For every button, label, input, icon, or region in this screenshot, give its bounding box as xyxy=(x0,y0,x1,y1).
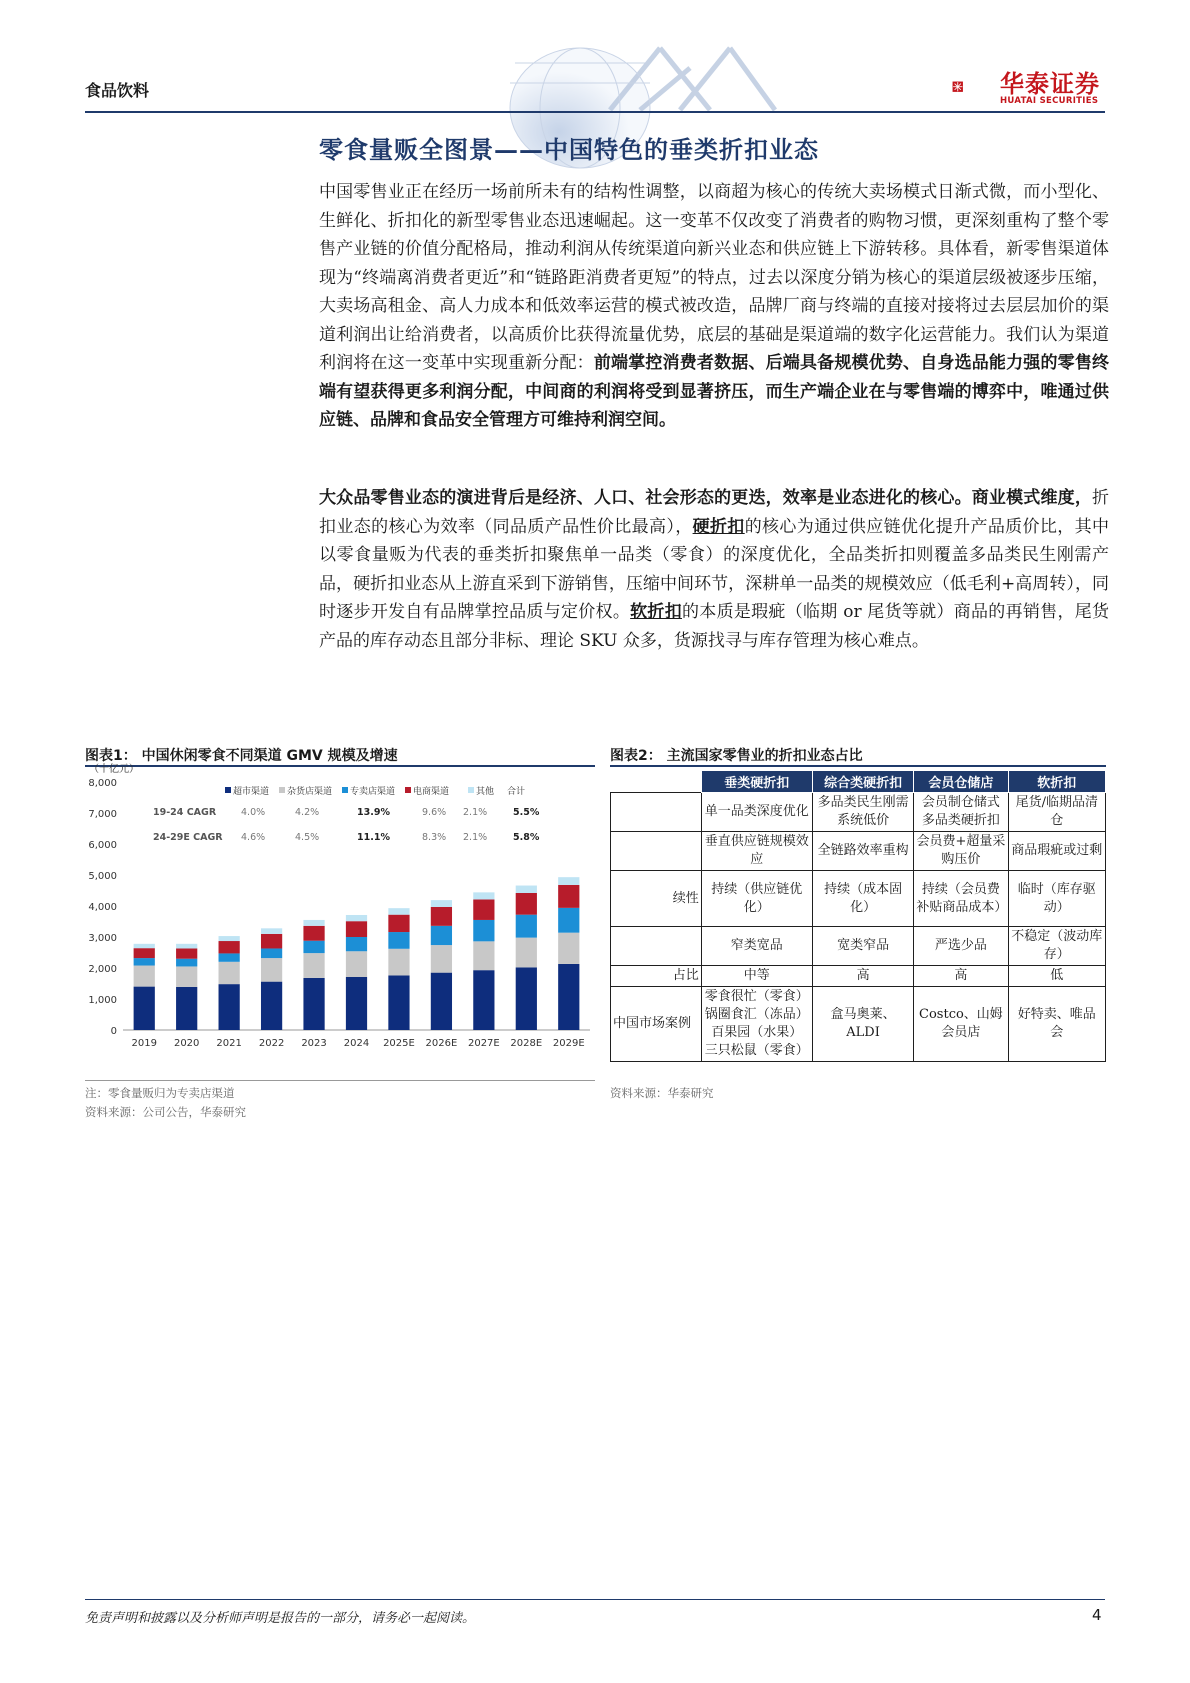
discount-format-table xyxy=(610,770,1106,1062)
bar-segment xyxy=(261,928,282,934)
table-cell: 会员费+超量采购压价 xyxy=(914,832,1008,871)
table-corner xyxy=(611,771,702,793)
bar-segment xyxy=(346,951,367,977)
figure-2-title: 图表2： 主流国家零售业的折扣业态占比 xyxy=(610,748,863,764)
cagr-row-label: 19-24 CAGR xyxy=(153,807,217,818)
table-cell: 好特卖、唯品 会 xyxy=(1008,987,1105,1062)
legend-swatch xyxy=(342,787,348,793)
y-tick-label: 7,000 xyxy=(88,809,117,820)
bar-segment xyxy=(261,982,282,1030)
cagr-value: 9.6% xyxy=(422,807,447,818)
table-row xyxy=(611,987,1106,1062)
y-tick-label: 6,000 xyxy=(88,840,117,851)
cagr-value: 13.9% xyxy=(357,807,390,818)
bar-segment xyxy=(134,987,155,1030)
y-tick-label: 8,000 xyxy=(88,778,117,789)
bar-segment xyxy=(303,920,324,926)
legend-swatch xyxy=(468,787,474,793)
cagr-value: 4.5% xyxy=(295,832,320,843)
table-cell: 临时（库存驱动） xyxy=(1008,871,1105,927)
hard-discount-term: 硬折扣 xyxy=(692,516,745,537)
bar-segment xyxy=(261,948,282,958)
bar-segment xyxy=(303,941,324,953)
bar-segment xyxy=(516,886,537,893)
table-cell: 盒马奥莱、 ALDI xyxy=(812,987,913,1062)
row-label: 中国市场案例 xyxy=(611,987,702,1062)
cagr-value: 5.8% xyxy=(513,832,540,843)
bar-segment xyxy=(388,975,409,1030)
bar-segment xyxy=(558,885,579,908)
y-tick-label: 2,000 xyxy=(88,964,117,975)
huatai-logo-icon xyxy=(952,64,998,110)
col-header: 软折扣 xyxy=(1008,771,1105,793)
paragraph-1-text: 中国零售业正在经历一场前所未有的结构性调整，以商超为核心的传统大卖场模式日渐式微，而小型化、生鲜化、折扣化的新型零售业态迅速崛起。这一变革不仅改变了消费者的购物习惯，更深刻重构了整个零售产业链的价值分配格局，推动利润从传统渠道向新兴业态和供应链上下游转移。具体看，新零售渠道体现为“终端离消费者更近”和“链路距消费者更短”的特点，过去以深度分销为核心的渠道层级被逐步压缩，大卖场高租金、高人力成本和低效率运营的模式被改造，品牌厂商与终端的直接对接将过去层层加价的渠道利润出让给消费者，以高质价比获得流量优势，底层的基础是渠道端的数字化运营能力。我们认为渠道利润将在这一变革中实现重新分配： xyxy=(319,182,1109,373)
bar-segment xyxy=(346,977,367,1030)
bar-segment xyxy=(176,944,197,949)
bar-segment xyxy=(558,933,579,964)
bar-segment xyxy=(431,973,452,1030)
header-decoration xyxy=(460,38,780,110)
bar-segment xyxy=(473,941,494,970)
table-cell: 不稳定（波动库存） xyxy=(1008,927,1105,966)
cagr-row-label: 24-29E CAGR xyxy=(153,832,223,843)
bar-segment xyxy=(303,978,324,1030)
table-cell: 尾货/临期品清仓 xyxy=(1008,793,1105,832)
legend-total-label: 合计 xyxy=(507,787,526,797)
section-label: 食品饮料 xyxy=(85,81,150,100)
figure-1-rule xyxy=(85,765,595,767)
x-tick-label: 2026E xyxy=(425,1038,458,1049)
bar-segment xyxy=(431,900,452,907)
bar-segment xyxy=(261,958,282,982)
x-tick-label: 2019 xyxy=(131,1038,157,1049)
table-header-row xyxy=(611,771,1106,793)
legend-swatch xyxy=(279,787,285,793)
paragraph-1-bold: 前端掌控消费者数据、后端具备规模优势、自身选品能力强的零售终端有望获得更多利润分配，中间商的利润将受到显著挤压，而生产端企业在与零售端的博弈中，唯通过供应链、品牌和食品安全管理方可维持利润空间。 xyxy=(319,353,1109,430)
table-cell: 低 xyxy=(1008,966,1105,987)
header-rule xyxy=(85,111,1105,113)
figure-1-bottom-rule xyxy=(85,1080,595,1081)
bar-segment xyxy=(516,938,537,968)
table-cell: 严选少品 xyxy=(914,927,1008,966)
x-tick-label: 2027E xyxy=(467,1038,500,1049)
legend-swatch xyxy=(405,787,411,793)
table-cell: 窄类宽品 xyxy=(701,927,812,966)
legend-label: 电商渠道 xyxy=(413,787,450,797)
row-label xyxy=(611,927,702,966)
bar-segment xyxy=(516,915,537,938)
bar-segment xyxy=(388,932,409,949)
cagr-value: 8.3% xyxy=(422,832,447,843)
bar-segment xyxy=(176,948,197,958)
bar-segment xyxy=(346,937,367,951)
bar-segment xyxy=(431,907,452,926)
x-tick-label: 2021 xyxy=(216,1038,242,1049)
x-tick-label: 2028E xyxy=(510,1038,543,1049)
soft-discount-term: 软折扣 xyxy=(630,602,682,622)
bar-segment xyxy=(261,934,282,949)
table-cell: 零食很忙（零食） 锅圈食汇（冻品） 百果园（水果） 三只松鼠（零食） xyxy=(701,987,812,1062)
cagr-value: 2.1% xyxy=(463,832,488,843)
paragraph-2-bold: 大众品零售业态的演进背后是经济、人口、社会形态的更迭，效率是业态进化的核心。商业模式维度， xyxy=(319,488,1092,508)
col-header: 综合类硬折扣 xyxy=(812,771,913,793)
table-cell: Costco、山姆 会员店 xyxy=(914,987,1008,1062)
figure-1-title: 图表1： 中国休闲零食不同渠道 GMV 规模及增速 xyxy=(85,748,398,764)
table-cell: 垂直供应链规模效应 xyxy=(701,832,812,871)
bar-segment xyxy=(516,967,537,1030)
page-number: 4 xyxy=(1092,1606,1102,1624)
bar-segment xyxy=(303,953,324,978)
bar-segment xyxy=(473,920,494,941)
bar-segment xyxy=(219,962,240,984)
col-header: 会员仓储店 xyxy=(914,771,1008,793)
cagr-value: 5.5% xyxy=(513,807,540,818)
figure-2-rule xyxy=(610,765,1106,767)
cagr-value: 4.2% xyxy=(295,807,320,818)
row-label xyxy=(611,793,702,832)
bar-segment xyxy=(176,987,197,1030)
bar-segment xyxy=(219,953,240,961)
bar-segment xyxy=(219,941,240,953)
bar-segment xyxy=(176,966,197,986)
table-cell: 宽类窄品 xyxy=(812,927,913,966)
table-row xyxy=(611,871,1106,927)
bar-segment xyxy=(219,984,240,1030)
table-row xyxy=(611,832,1106,871)
x-tick-label: 2023 xyxy=(301,1038,327,1049)
table-row xyxy=(611,966,1106,987)
bar-segment xyxy=(473,899,494,919)
footer-rule xyxy=(85,1599,1105,1600)
y-tick-label: 3,000 xyxy=(88,933,117,944)
x-tick-label: 2024 xyxy=(343,1038,370,1049)
table-cell: 全链路效率重构 xyxy=(812,832,913,871)
table-cell: 高 xyxy=(914,966,1008,987)
paragraph-2-text-1: 折扣业态的核心为效率（同品质产品性价比最高）， xyxy=(319,488,1109,537)
table-cell: 多品类民生刚需系统低价 xyxy=(812,793,913,832)
bar-segment xyxy=(303,926,324,941)
y-unit-label: （十亿元） xyxy=(89,764,139,775)
bar-segment xyxy=(388,949,409,976)
logo-english-name: HUATAI SECURITIES xyxy=(1000,96,1099,106)
bar-segment xyxy=(388,915,409,932)
legend-swatch xyxy=(225,787,231,793)
legend-label: 杂货店渠道 xyxy=(287,787,333,797)
bar-segment xyxy=(134,966,155,987)
bar-segment xyxy=(516,893,537,915)
bar-segment xyxy=(134,958,155,965)
cagr-value: 2.1% xyxy=(463,807,488,818)
bar-segment xyxy=(473,970,494,1030)
y-tick-label: 5,000 xyxy=(88,871,117,882)
table-cell: 单一品类深度优化 xyxy=(701,793,812,832)
x-tick-label: 2025E xyxy=(383,1038,415,1049)
x-tick-label: 2029E xyxy=(552,1038,585,1049)
bar-segment xyxy=(431,945,452,973)
table-cell: 会员制仓储式多品类硬折扣 xyxy=(914,793,1008,832)
footer-disclaimer: 免责声明和披露以及分析师声明是报告的一部分，请务必一起阅读。 xyxy=(85,1611,476,1626)
table-cell: 高 xyxy=(812,966,913,987)
bar-segment xyxy=(134,944,155,948)
bar-segment xyxy=(134,948,155,958)
bar-segment xyxy=(219,936,240,941)
paragraph-2 xyxy=(319,484,1109,655)
cagr-value: 11.1% xyxy=(357,832,390,843)
figure-1-source: 资料来源：公司公告，华泰研究 xyxy=(85,1105,246,1119)
y-tick-label: 4,000 xyxy=(88,902,117,913)
cagr-value: 4.0% xyxy=(241,807,266,818)
legend-label: 超市渠道 xyxy=(233,787,270,797)
x-tick-label: 2022 xyxy=(258,1038,285,1049)
legend-label: 其他 xyxy=(476,787,495,797)
legend-label: 专卖店渠道 xyxy=(350,787,396,797)
row-label: 占比 xyxy=(611,966,702,987)
table-row xyxy=(611,927,1106,966)
row-label: 续性 xyxy=(611,871,702,927)
bar-segment xyxy=(346,921,367,937)
row-label xyxy=(611,832,702,871)
y-tick-label: 1,000 xyxy=(88,995,117,1006)
paragraph-2-text-3: 的本质是瑕疵（临期 or 尾货等就）商品的再销售，尾货产品的库存动态且部分非标、理论 SKU 众多，货源找寻与库存管理为核心难点。 xyxy=(319,602,1110,651)
table-cell: 中等 xyxy=(701,966,812,987)
y-tick-label: 0 xyxy=(110,1026,117,1037)
bar-segment xyxy=(431,926,452,945)
bar-segment xyxy=(176,959,197,967)
x-tick-label: 2020 xyxy=(173,1038,200,1049)
bar-segment xyxy=(558,877,579,885)
bar-segment xyxy=(558,908,579,933)
table-cell: 持续（成本固化） xyxy=(812,871,913,927)
cagr-value: 4.6% xyxy=(241,832,266,843)
bar-segment xyxy=(473,892,494,899)
page-title: 零食量贩全图景——中国特色的垂类折扣业态 xyxy=(319,135,819,164)
paragraph-1 xyxy=(319,178,1109,435)
gmv-stacked-bar-chart xyxy=(85,764,595,1075)
col-header: 垂类硬折扣 xyxy=(701,771,812,793)
table-cell: 持续（会员费补贴商品成本） xyxy=(914,871,1008,927)
figure-1-note: 注：零食量贩归为专卖店渠道 xyxy=(85,1086,235,1100)
table-cell: 商品瑕疵或过剩 xyxy=(1008,832,1105,871)
logo-name: 华泰证券 xyxy=(1000,70,1100,98)
bar-segment xyxy=(346,915,367,921)
bar-segment xyxy=(558,964,579,1030)
bar-segment xyxy=(388,908,409,915)
figure-2-source: 资料来源：华泰研究 xyxy=(610,1086,714,1100)
table-row xyxy=(611,793,1106,832)
table-cell: 持续（供应链优化） xyxy=(701,871,812,927)
paragraph-2-text-2: 的核心为通过供应链优化提升产品质价比，其中以零食量贩为代表的垂类折扣聚焦单一品类（零食）的深度优化，全品类折扣则覆盖多品类民生刚需产品，硬折扣业态从上游直采到下游销售，压缩中间环节，深耕单一品类的规模效应（低毛利+高周转），同时逐步开发自有品牌掌控品质与定价权。 xyxy=(319,516,1110,622)
